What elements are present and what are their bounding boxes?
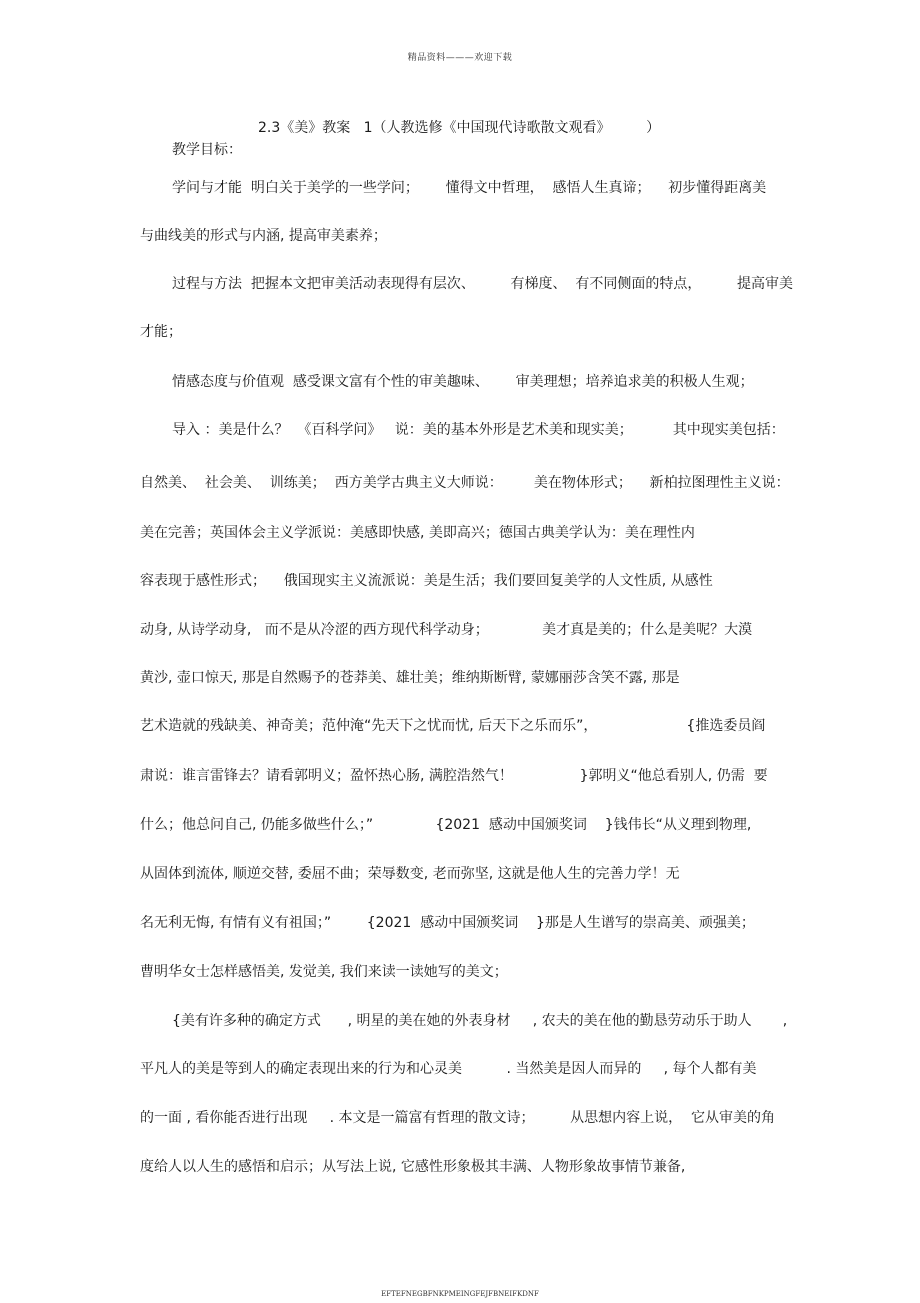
body-line: 什么；他总问自己, 仍能多做些什么；” {2021 感动中国颁奖词 }钱伟长“从义理到物理, (140, 817, 752, 833)
body-line: {美有许多种的确定方式 , 明星的美在她的外表身材 , 农夫的美在他的勤恳劳动乐于助人 , (172, 1013, 788, 1029)
body-line: 学问与才能 明白关于美学的一些学问； 懂得文中哲理， 感悟人生真谛； 初步懂得距离美 (172, 180, 767, 196)
body-line: 美在完善；英国体会主义学派说：美感即快感, 美即高兴；德国古典美学认为：美在理性内 (140, 525, 695, 541)
body-line: 曹明华女士怎样感悟美, 发觉美, 我们来读一读她写的美文； (140, 964, 508, 980)
footer-code: EFTEFNEGBFNKPMEINGFEJFBNEIFKDNF (381, 1290, 539, 1298)
body-line: 过程与方法 把握本文把审美活动表现得有层次、 有梯度、 有不同侧面的特点， 提高审美 (172, 276, 794, 292)
body-line: 动身, 从诗学动身, 而不是从冷涩的西方现代科学动身； 美才真是美的；什么是美呢？大漠 (140, 622, 753, 638)
body-line: 导入 ：美是什么？ 《百科学问》 说：美的基本外形是艺术美和现实美； 其中现实美包括： (172, 422, 785, 438)
body-line: 容表现于感性形式； 俄国现实主义流派说：美是生活；我们要回复美学的人文性质, 从感性 (140, 573, 713, 589)
body-line: 平凡人的美是等到人的确定表现出来的行为和心灵美 . 当然美是因人而异的 , 每个人都有美 (140, 1061, 757, 1077)
body-line: 的一面 , 看你能否进行出现 . 本文是一篇富有哲理的散文诗； 从思想内容上说， 它从审美的角 (140, 1110, 776, 1126)
document-title: 2.3《美》教案 1（人教选修《中国现代诗歌散文观看》 ） (258, 120, 661, 136)
body-line: 度给人以人生的感悟和启示；从写法上说, 它感性形象极其丰满、人物形象故事情节兼备, (140, 1159, 686, 1175)
body-line: 教学目标： (172, 142, 242, 158)
header-note: 精品资料———欢迎下载 (407, 53, 513, 63)
body-line: 才能； (140, 324, 182, 340)
body-line: 自然美、 社会美、 训练美； 西方美学古典主义大师说： 美在物体形式； 新柏拉图理性主义说： (140, 475, 790, 491)
body-line: 名无利无悔, 有情有义有祖国；” {2021 感动中国颁奖词 }那是人生谱写的崇高美、顽强美； (140, 915, 755, 931)
body-line: 情感态度与价值观 感受课文富有个性的审美趣味、 审美理想；培养追求美的积极人生观； (172, 374, 754, 390)
body-line: 从固体到流体, 顺逆交替, 委屈不曲；荣辱数变, 老而弥坚, 这就是他人生的完善力学！无 (140, 866, 680, 882)
body-line: 黄沙, 壶口惊天, 那是自然赐予的苍莽美、雄壮美；维纳斯断臂, 蒙娜丽莎含笑不露, 那是 (140, 670, 680, 686)
body-line: 艺术造就的残缺美、神奇美；范仲淹“先天下之忧而忧, 后天下之乐而乐”， {推选委员阎 (140, 718, 766, 734)
body-line: 与曲线美的形式与内涵, 提高审美素养； (140, 228, 387, 244)
body-line: 肃说：谁言雷锋去？请看郭明义；盈怀热心肠, 满腔浩然气！ }郭明义“他总看别人, 仍需 要 (140, 768, 768, 784)
